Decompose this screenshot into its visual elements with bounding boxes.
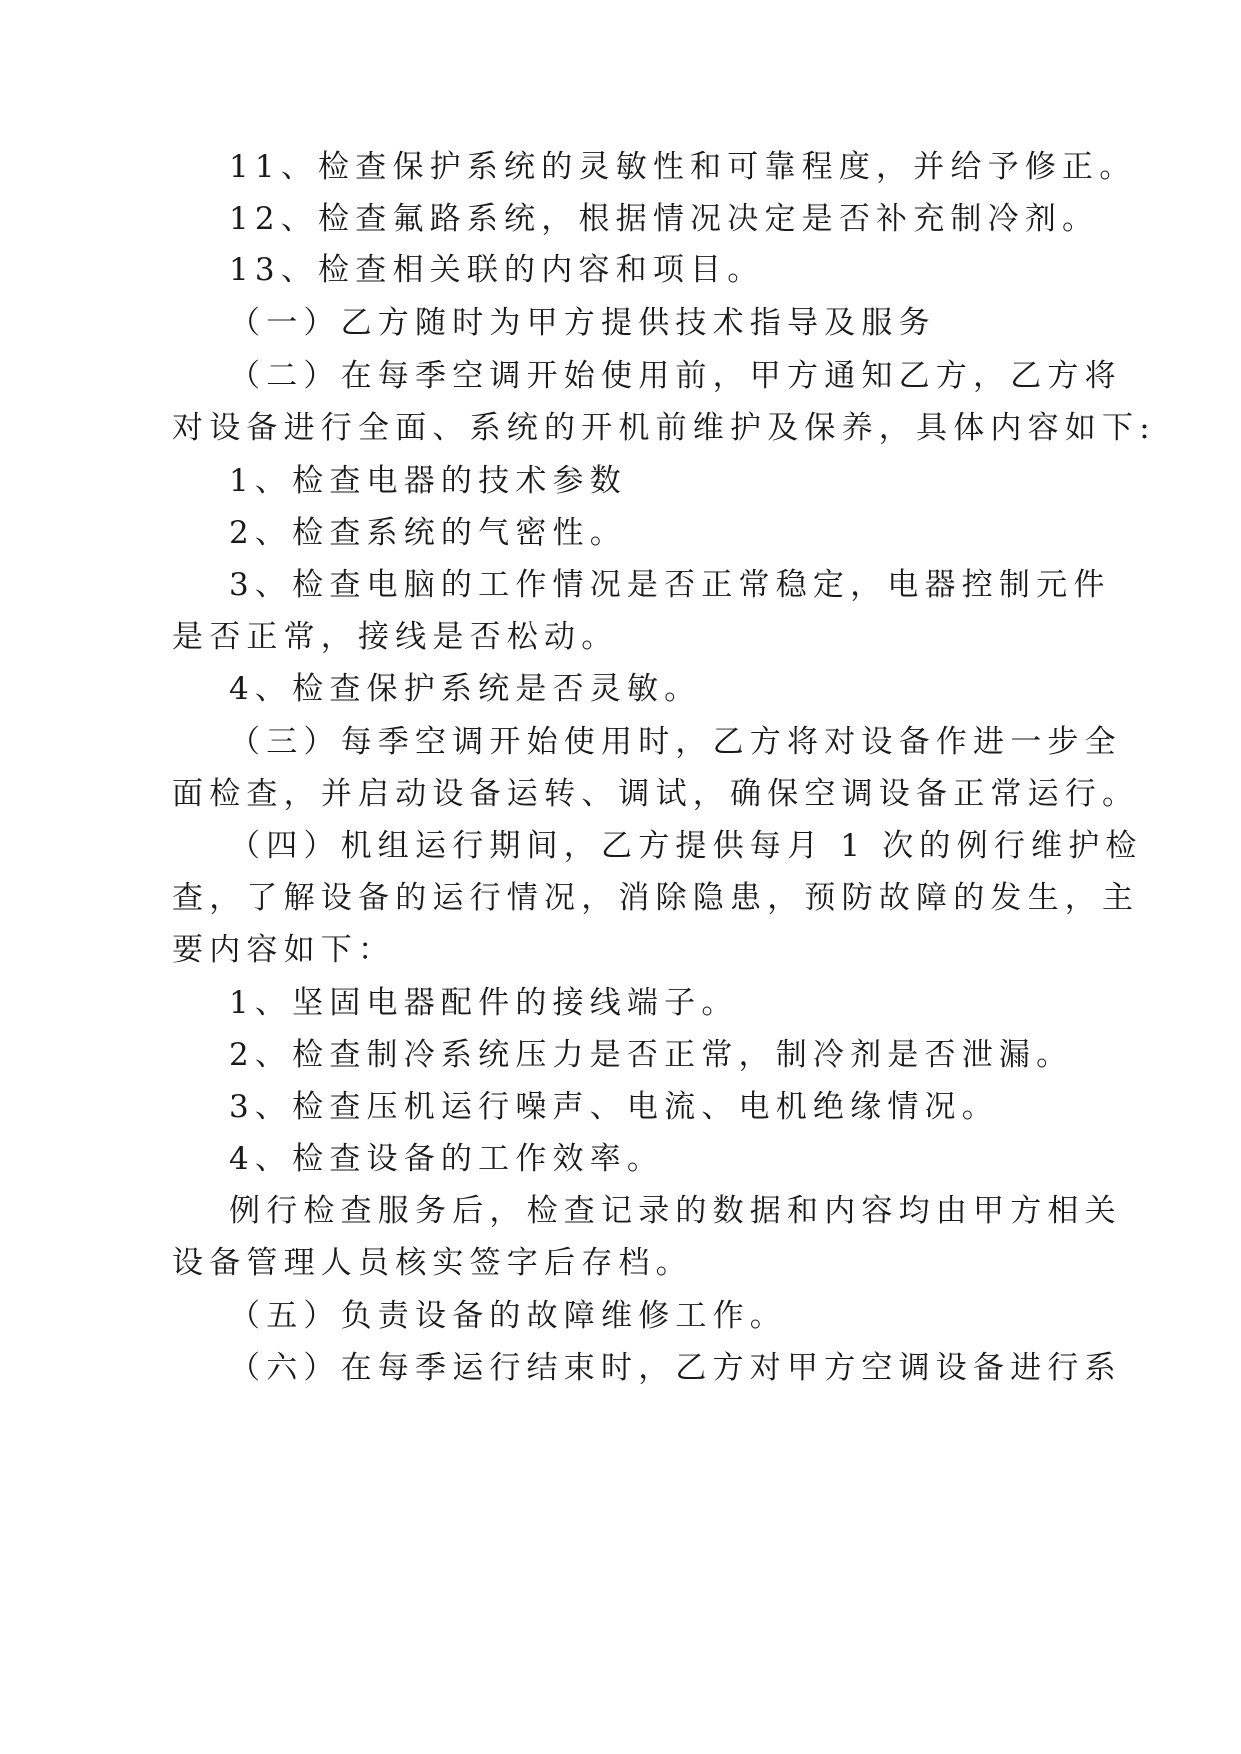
text-line: 11、检查保护系统的灵敏性和可靠程度，并给予修正。 xyxy=(229,149,1137,185)
text-line: （一）乙方随时为甲方提供技术指导及服务 xyxy=(229,305,936,341)
text-line: 是否正常，接线是否松动。 xyxy=(172,619,619,655)
text-line: （三）每季空调开始使用时，乙方将对设备作进一步全 xyxy=(229,724,1122,760)
text-line: 2、检查制冷系统压力是否正常，制冷剂是否泄漏。 xyxy=(229,1037,1074,1073)
text-line: 2、检查系统的气密性。 xyxy=(229,515,627,551)
text-line: 4、检查保护系统是否灵敏。 xyxy=(229,671,702,707)
text-line: 对设备进行全面、系统的开机前维护及保养，具体内容如下: xyxy=(172,410,1156,446)
text-line: 4、检查设备的工作效率。 xyxy=(229,1141,665,1177)
text-line: 13、检查相关联的内容和项目。 xyxy=(229,252,765,288)
text-line: （四）机组运行期间，乙方提供每月 1 次的例行维护检 xyxy=(229,828,1143,864)
text-line: 设备管理人员核实签字后存档。 xyxy=(172,1245,693,1281)
text-line: 1、检查电器的技术参数 xyxy=(229,463,627,499)
text-line: 例行检查服务后，检查记录的数据和内容均由甲方相关 xyxy=(229,1193,1122,1229)
text-line: 12、检查氟路系统，根据情况决定是否补充制冷剂。 xyxy=(229,201,1100,237)
text-line: （二）在每季空调开始使用前，甲方通知乙方，乙方将 xyxy=(229,358,1122,394)
text-line: （五）负责设备的故障维修工作。 xyxy=(229,1298,787,1334)
text-line: 查，了解设备的运行情况，消除隐患，预防故障的发生，主 xyxy=(172,880,1140,916)
text-line: 3、检查压机运行噪声、电流、电机绝缘情况。 xyxy=(229,1089,999,1125)
text-line: （六）在每季运行结束时，乙方对甲方空调设备进行系 xyxy=(229,1350,1122,1386)
text-line: 3、检查电脑的工作情况是否正常稳定，电器控制元件 xyxy=(229,567,1111,603)
text-line: 1、坚固电器配件的接线端子。 xyxy=(229,985,739,1021)
text-line: 面检查，并启动设备运转、调试，确保空调设备正常运行。 xyxy=(172,776,1140,812)
text-line: 要内容如下： xyxy=(172,932,396,968)
